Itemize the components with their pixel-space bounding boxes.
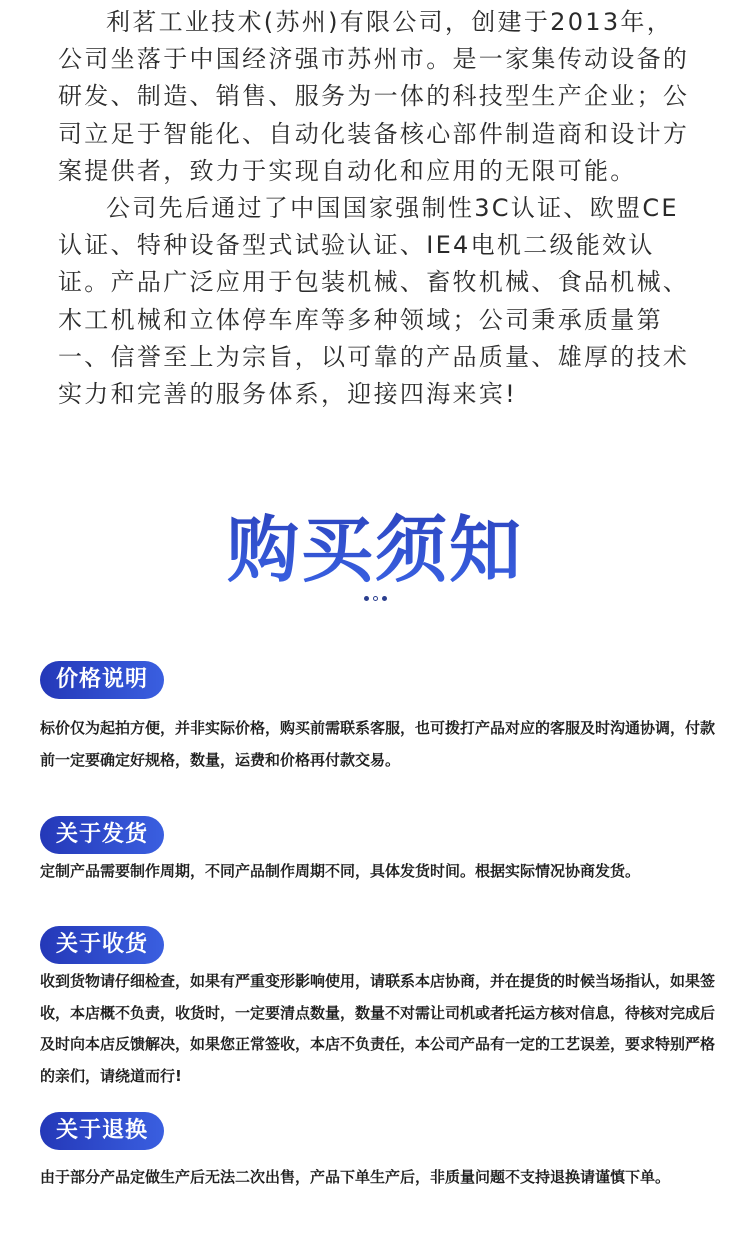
section-price <box>40 661 720 776</box>
section-heading-returns: 关于退换 <box>40 1112 164 1150</box>
section-text-returns: 由于部分产品定做生产后无法二次出售，产品下单生产后，非质量问题不支持退换请谨慎下单。 <box>40 1168 671 1186</box>
company-intro <box>58 4 698 413</box>
section-shipping <box>40 816 720 888</box>
section-text-shipping: 定制产品需要制作周期，不同产品制作周期不同，具体发货时间。根据实际情况协商发货。 <box>40 862 641 880</box>
dot-icon <box>382 596 387 601</box>
section-receiving <box>40 926 720 1092</box>
section-returns <box>40 1112 720 1194</box>
section-heading-shipping: 关于发货 <box>40 816 164 854</box>
dot-icon <box>364 596 369 601</box>
title-dots-decoration <box>0 596 750 601</box>
dot-hollow-icon <box>373 596 378 601</box>
section-heading-receiving: 关于收货 <box>40 926 164 964</box>
intro-paragraph-2: 公司先后通过了中国国家强制性3C认证、欧盟CE认证、特种设备型式试验认证、IE4电机二级能效认证。产品广泛应用于包装机械、畜牧机械、食品机械、木工机械和立体停车库等多种领域；公司秉承质量第一、信誉至上为宗旨，以可靠的产品质量、雄厚的技术实力和完善的服务体系，迎接四海来宾! <box>58 194 690 409</box>
intro-paragraph-1: 利茗工业技术(苏州)有限公司，创建于2013年，公司坐落于中国经济强市苏州市。是一家集传动设备的研发、制造、销售、服务为一体的科技型生产企业；公司立足于智能化、自动化装备核心部件制造商和设计方案提供者，致力于实现自动化和应用的无限可能。 <box>58 8 690 185</box>
section-text-receiving: 收到货物请仔细检查，如果有严重变形影响使用，请联系本店协商，并在提货的时候当场指认，如果签收，本店概不负责，收货时，一定要清点数量，数量不对需让司机或者托运方核对信息，待核对完成后及时向本店反馈解决，如果您正常签收，本店不负责任，本公司产品有一定的工艺误差，要求特别严格的亲们，请绕道而行! <box>40 972 716 1085</box>
section-heading-price: 价格说明 <box>40 661 164 699</box>
page-title: 购买须知 <box>0 492 750 596</box>
section-text-price: 标价仅为起拍方便，并非实际价格，购买前需联系客服，也可拨打产品对应的客服及时沟通协调，付款前一定要确定好规格，数量，运费和价格再付款交易。 <box>40 719 716 769</box>
